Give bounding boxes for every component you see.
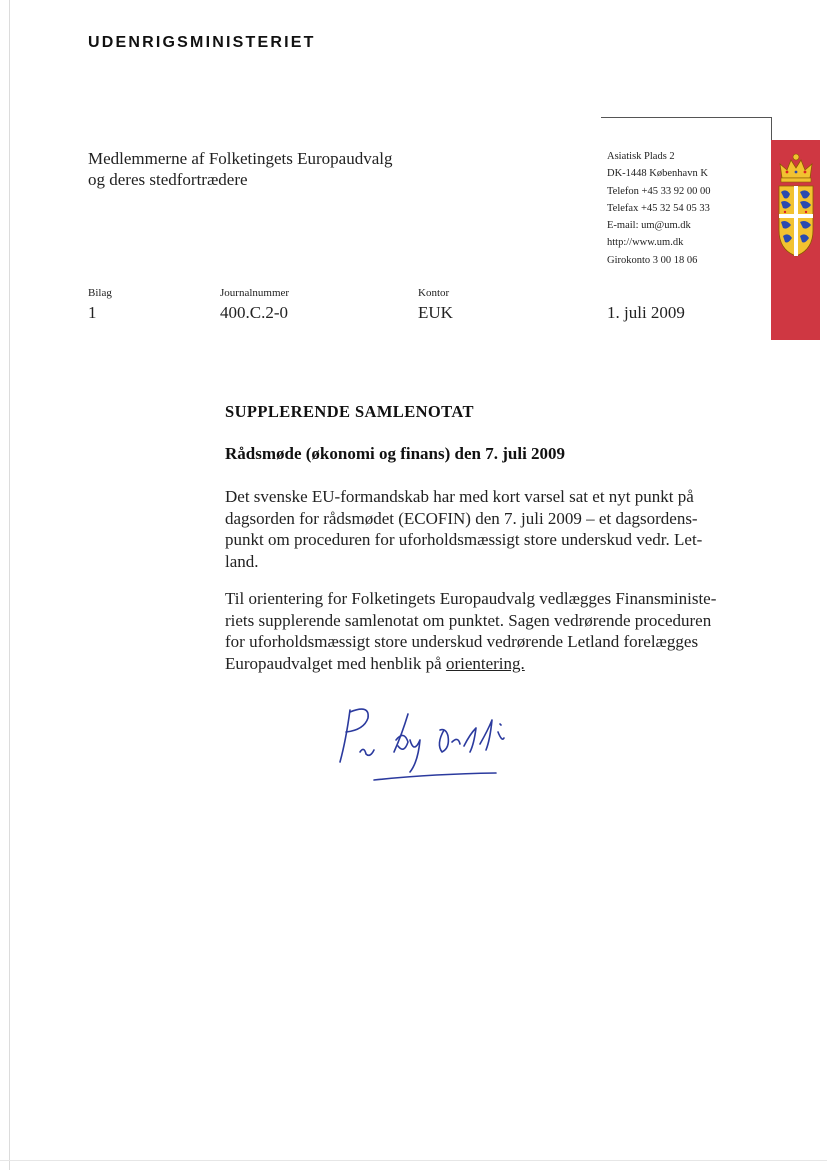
bilag-value: 1 [88,303,97,322]
journal-value: 400.C.2-0 [220,303,288,322]
orientering-underlined: orientering. [445,653,525,673]
address-email: E-mail: um@um.dk [607,220,691,232]
document-subtitle: Rådsmøde (økonomi og finans) den 7. juli 2009 [225,444,566,463]
address-fax: Telefax +45 32 54 05 33 [607,202,710,214]
recipient-line-1: Medlemmerne af Folketingets Europaudvalg [88,149,393,168]
paragraph-2-last-line [225,653,745,675]
paragraph-1-line: Det svenske EU-formandskab har med kort varsel sat et nyt punkt på [225,487,694,506]
paragraph-2-line: riets supplerende samlenotat om punktet. Sagen vedrørende proceduren [225,610,712,630]
recipient-block [88,148,393,190]
bilag-label: Bilag [88,287,112,299]
ministry-name: UDENRIGSMINISTERIET [88,34,316,51]
address-divider [601,117,772,118]
address-city: DK-1448 København K [607,168,708,180]
journal-label: Journalnummer [220,287,290,299]
paragraph-2-line: Til orientering for Folketingets Europaudvalg vedlægges Finansministe- [225,589,717,608]
address-giro: Girokonto 3 00 18 06 [607,254,698,266]
page-edge-line [9,0,10,1170]
address-street: Asiatisk Plads 2 [607,151,675,162]
body-paragraph-1 [225,486,745,572]
kontor-label: Kontor [418,287,450,299]
document-title: SUPPLERENDE SAMLENOTAT [225,402,474,421]
address-block [607,148,710,269]
paragraph-1-line: dagsorden for rådsmødet (ECOFIN) den 7. juli 2009 – et dagsordens- [225,508,698,528]
paragraph-2-line: for uforholdsmæssigt store underskud vedrørende Letland forelægges [225,632,699,651]
paragraph-2-last-text: Europaudvalget med henblik på [225,653,446,673]
letter-date: 1. juli 2009 [607,303,685,322]
address-phone: Telefon +45 33 92 00 00 [607,185,711,197]
address-web: http://www.um.dk [607,237,684,249]
page-bottom-line [0,1160,827,1161]
paragraph-1-line: punkt om proceduren for uforholdsmæssigt store underskud vedr. Let- [225,530,703,549]
handwritten-signature [330,700,570,800]
body-paragraph-2 [225,588,745,674]
recipient-line-2: og deres stedfortrædere [88,170,248,189]
paragraph-1-line: land. [225,551,259,571]
kontor-value: EUK [418,303,453,322]
address-divider-vertical [771,117,772,141]
coat-of-arms-icon [776,152,816,260]
